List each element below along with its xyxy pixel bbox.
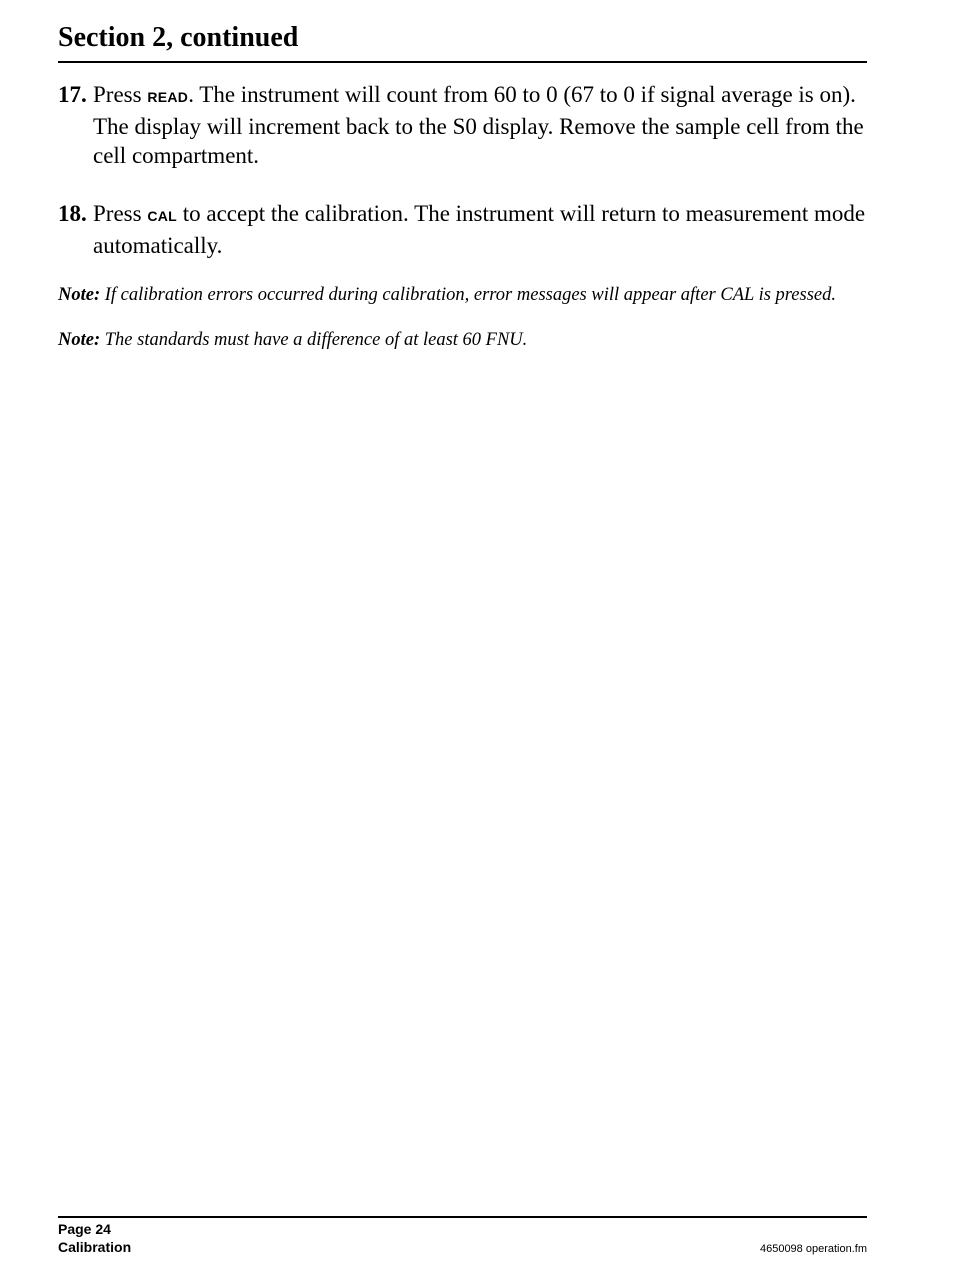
step-text-pre: Press (93, 82, 148, 107)
step-number: 17. (58, 82, 87, 107)
note-calibration-errors (58, 283, 878, 307)
read-key-label: READ (147, 89, 189, 105)
procedure-steps (58, 80, 868, 289)
note-label: Note: (58, 285, 101, 305)
footer-page-number: Page 24 (58, 1221, 111, 1237)
step-text-post: . The instrument will count from 60 to 0 (67 to 0 if signal average is on). The display will increment back to the S0 display. Remove the sample cell from the cell compartment. (93, 82, 864, 168)
step-17 (58, 80, 868, 170)
footer-file-name: 4650098 operation.fm (759, 1243, 867, 1255)
page-footer (58, 1216, 867, 1258)
step-18 (58, 199, 868, 260)
note-label: Note: (58, 330, 101, 350)
cal-key-label: CAL (147, 208, 177, 224)
step-text-post: to accept the calibration. The instrument will return to measurement mode automatically. (93, 201, 866, 258)
section-title: Section 2, continued (58, 22, 299, 53)
note-text: The standards must have a difference of at least 60 FNU. (100, 330, 528, 350)
note-standards-difference (58, 328, 878, 352)
section-header (58, 20, 867, 63)
footer-chapter-title: Calibration (58, 1239, 132, 1255)
note-text: If calibration errors occurred during calibration, error messages will appear after CAL is pressed. (100, 285, 837, 305)
step-text-pre: Press (93, 201, 148, 226)
step-number: 18. (58, 201, 87, 226)
